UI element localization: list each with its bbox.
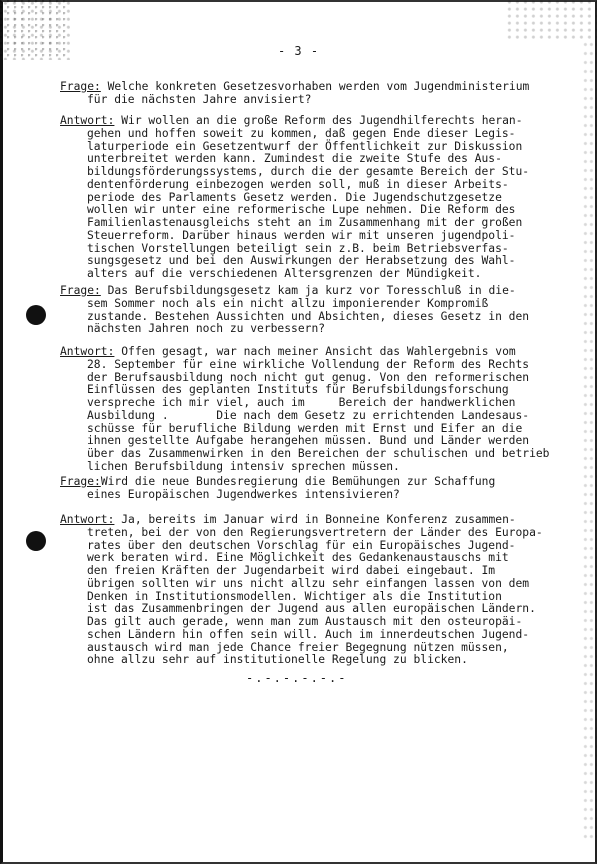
answer-2: Antwort: Offen gesagt, war nach meiner Ansicht das Wahlergebnis vom 28. September für eine wirkliche Vollendung der Reform des Rechts der Berufsausbildung noch nicht gut genug. Von den reformerischen Einflüssen des geplanten Instituts für Berufsbildungsforschung verspreche ich mir viel, auch im Bereich der handwerklichen Ausbildung . Die nach dem Gesetz zu errichtenden Landesaus- schüsse für berufliche Bildung werden mit Ernst und Eifer an die ihnen gestellte Aufgabe herangehen müssen. Bund und Länder werden über das Zusammenwirken in den Bereichen der schulischen und betrieb lichen Berufsbildung intensiv sprechen müssen. [60, 345, 550, 473]
question-label: Frage: [60, 475, 101, 488]
punch-hole [26, 531, 46, 551]
answer-label: Antwort: [60, 114, 115, 127]
answer-label: Antwort: [60, 345, 115, 358]
punch-hole [26, 305, 46, 325]
question-3: Frage:Wird die neue Bundesregierung die Bemühungen zur Schaffung eines Europäischen Jugendwerkes intensivieren? [60, 475, 496, 501]
scan-noise [583, 40, 597, 840]
question-1: Frage: Welche konkreten Gesetzesvorhaben werden vom Jugendministerium für die nächsten Jahre anvisiert? [60, 80, 530, 106]
answer-3: Antwort: Ja, bereits im Januar wird in Bonneine Konferenz zusammen- treten, bei der von den Regierungsvertretern der Länder des Europa- rates über den deutschen Vorschlag für ein Europäisches Jugend- werk beraten wird. Eine Möglichkeit des Gedankenaustauschs mit den freien Kräften der Jugendarbeit wird dabei eingebaut. Im übrigen sollten wir uns nicht allzu sehr einfangen lassen von dem Denken in Institutionsmodellen. Wichtiger als die Institution ist das Zusammenbringen der Jugend aus allen europäischen Ländern. Das gilt auch gerade, wenn man zum Austausch mit den osteuropäi- schen Ländern hin offen sein will. Auch im innerdeutschen Jugend- austausch wird man jede Chance freier Begegnung nützen müssen, ohne allzu sehr auf institutionelle Regelung zu blicken. [60, 513, 543, 667]
end-mark: -.-.-.-.-.- [246, 671, 348, 685]
question-label: Frage: [60, 80, 101, 93]
page-number: - 3 - [277, 44, 320, 58]
question-label: Frage: [60, 284, 101, 297]
scan-noise [507, 0, 597, 40]
question-2: Frage: Das Berufsbildungsgesetz kam ja kurz vor Toresschluß in die- sem Sommer noch als ein nicht allzu imponierender Kompromiß zustande. Bestehen Aussichten und Absichten, dieses Gesetz in den nächsten Jahren noch zu verbessern? [60, 284, 530, 336]
answer-label: Antwort: [60, 513, 115, 526]
answer-1: Antwort: Wir wollen an die große Reform des Jugendhilferechts heran- gehen und hoffen soweit zu kommen, daß gegen Ende dieser Legis- laturperiode ein Gesetzentwurf der Öffentlichkeit zur Diskussion unterbreitet werden kann. Zumindest die zweite Stufe des Aus- bildungsförderungssystems, durch die der gesamte Bereich der Stu- dentenförderung einbezogen werden soll, muß in dieser Arbeits- periode des Parlaments Gesetz werden. Die Jugendschutzgesetze wollen wir unter eine reformerische Lupe nehmen. Die Reform des Familienlastenausgleichs steht an im Zusammenhang mit der großen Steuerreform. Darüber hinaus werden wir mit unseren jugendpoli- tischen Vorstellungen beteiligt sein z.B. beim Betriebsverfas- sungsgesetz und bei den Auswirkungen der Herabsetzung des Wahl- alters auf die verschiedenen Altersgrenzen der Mündigkeit. [60, 114, 530, 280]
